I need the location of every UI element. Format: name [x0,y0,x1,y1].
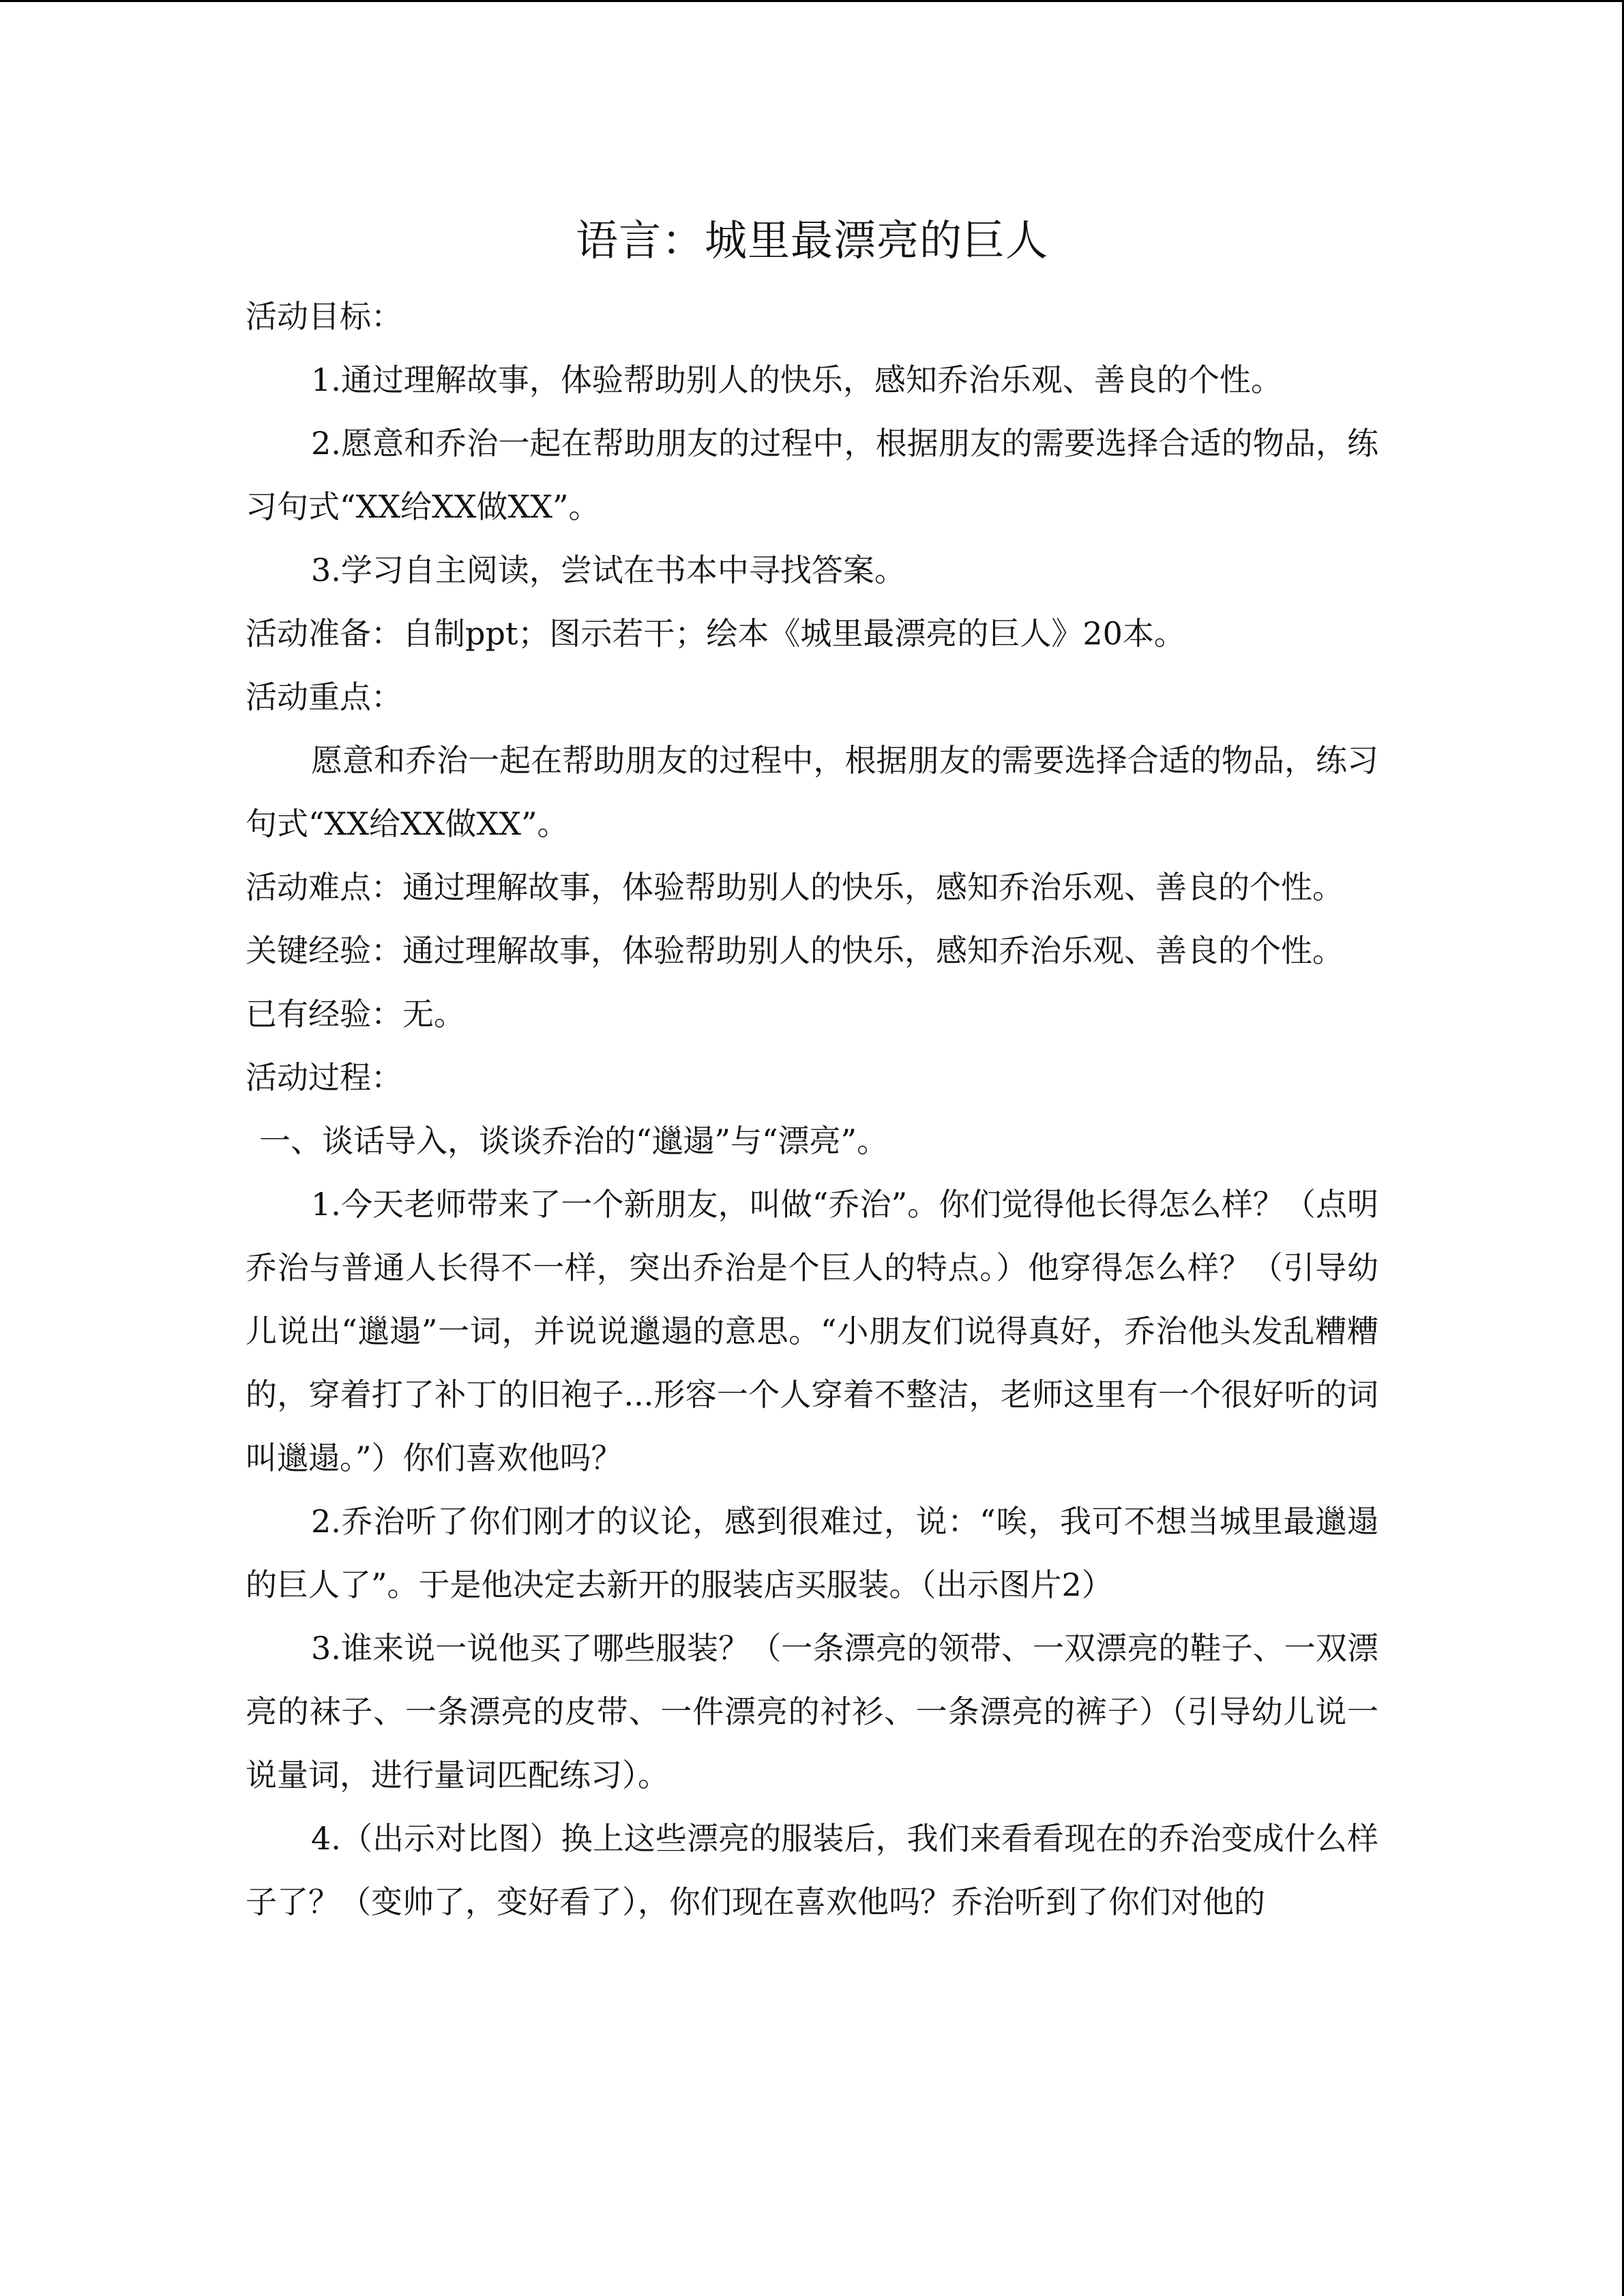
section-heading-key-points: 活动重点： [246,679,402,715]
key-points-paragraph: 愿意和乔治一起在帮助朋友的过程中，根据朋友的需要选择合适的物品，练习句式“XX给XX做XX”。 [246,742,1378,842]
goal-item-1: 1.通过理解故事，体验帮助别人的快乐，感知乔治乐观、善良的个性。 [311,361,1282,398]
difficulties-paragraph: 活动难点：通过理解故事，体验帮助别人的快乐，感知乔治乐观、善良的个性。 [246,869,1344,906]
process-item-1: 1.今天老师带来了一个新朋友，叫做“乔治”。你们觉得他长得怎么样？（点明乔治与普通人长得不一样，突出乔治是个巨人的特点。）他穿得怎么样？（引导幼儿说出“邋遢”一词，并说说邋遢的意思。“小朋友们说得真好，乔治他头发乱糟糟的，穿着打了补丁的旧袍子...形容一个人穿着不整洁，老师这里有一个很好听的词叫邋遢。”）你们喜欢他吗？ [246,1186,1378,1476]
process-item-3: 3.谁来说一说他买了哪些服装？（一条漂亮的领带、一双漂亮的鞋子、一双漂亮的袜子、一条漂亮的皮带、一件漂亮的衬衫、一条漂亮的裤子）（引导幼儿说一说量词，进行量词匹配练习）。 [246,1630,1378,1793]
process-item-2: 2.乔治听了你们刚才的议论，感到很难过，说：“唉，我可不想当城里最邋遢的巨人了”。于是他决定去新开的服装店买服装。（出示图片2） [246,1503,1378,1603]
process-step-heading-1: 一、谈话导入，谈谈乔治的“邋遢”与“漂亮”。 [259,1122,889,1159]
prior-experience-paragraph: 已有经验：无。 [246,996,465,1032]
section-heading-goals: 活动目标： [246,298,402,335]
section-heading-process: 活动过程： [246,1059,402,1096]
goal-item-3: 3.学习自主阅读，尝试在书本中寻找答案。 [311,552,906,588]
preparation-paragraph: 活动准备：自制ppt；图示若干；绘本《城里最漂亮的巨人》20本。 [246,615,1185,652]
document-body [246,285,1378,1934]
document-title: 语言：城里最漂亮的巨人 [575,215,1048,265]
process-item-4: 4.（出示对比图）换上这些漂亮的服装后，我们来看看现在的乔治变成什么样子了？（变帅了，变好看了），你们现在喜欢他吗？乔治听到了你们对他的 [246,1820,1378,1920]
goal-item-2: 2.愿意和乔治一起在帮助朋友的过程中，根据朋友的需要选择合适的物品，练习句式“XX给XX做XX”。 [246,425,1378,525]
key-experience-paragraph: 关键经验：通过理解故事，体验帮助别人的快乐，感知乔治乐观、善良的个性。 [246,932,1344,969]
